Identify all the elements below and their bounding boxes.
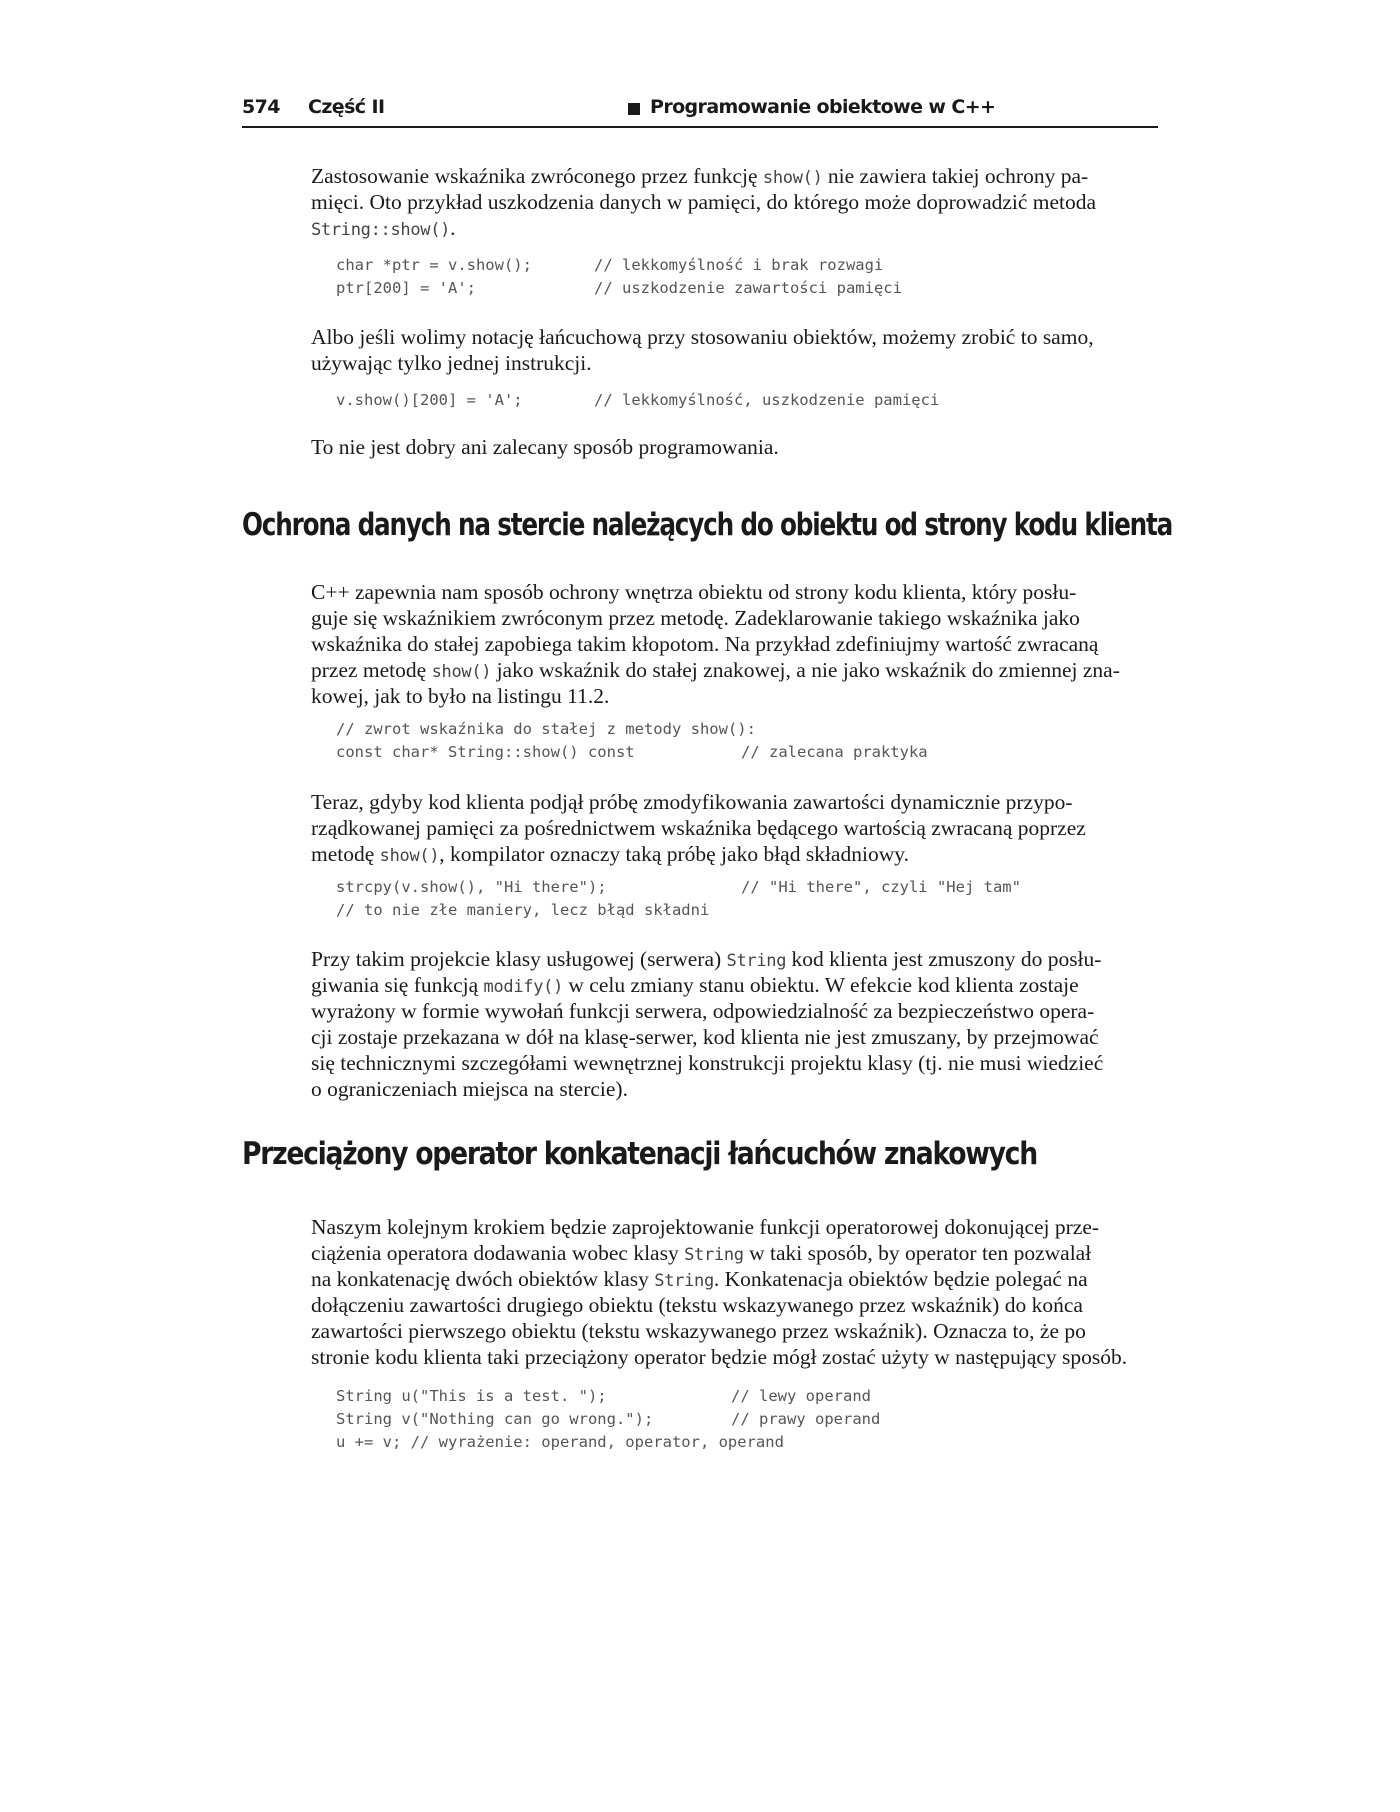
inline-code: String::show() <box>311 220 451 240</box>
running-head <box>242 92 1158 128</box>
text-line <box>311 1344 1158 1370</box>
text-run: metodę <box>311 842 380 866</box>
text-run: mięci. Oto przykład uszkodzenia danych w pamięci, do którego może doprowadzić metoda <box>311 190 1097 214</box>
text-run: na konkatenację dwóch obiektów klasy <box>311 1267 655 1291</box>
text-run: . Konkatenacja obiektów będzie polegać na <box>713 1267 1088 1291</box>
text-run: kowej, jak to było na listingu 11.2. <box>311 684 610 708</box>
paragraph <box>311 1214 1158 1370</box>
text-run: cji zostaje przekazana w dół na klasę-serwer, kod klienta nie jest zmuszany, by przejmować <box>311 1025 1099 1049</box>
text-run: Teraz, gdyby kod klienta podjął próbę zmodyfikowania zawartości dynamicznie przypo- <box>311 790 1073 814</box>
code-comment: // lekkomyślność i brak rozwagi <box>594 256 884 274</box>
text-run: używając tylko jednej instrukcji. <box>311 351 592 375</box>
text-line <box>311 789 1158 815</box>
paragraph <box>311 579 1158 709</box>
text-run: giwania się funkcją <box>311 973 484 997</box>
code-block <box>336 254 1136 300</box>
text-line <box>311 1024 1158 1050</box>
text-run: Zastosowanie wskaźnika zwróconego przez funkcję <box>311 164 763 188</box>
text-line <box>311 1318 1158 1344</box>
text-line <box>311 189 1158 215</box>
text-run: C++ zapewnia nam sposób ochrony wnętrza obiektu od strony kodu klienta, który posłu- <box>311 580 1077 604</box>
code-statement: // zwrot wskaźnika do stałej z metody show(): <box>336 720 756 738</box>
text-run: Naszym kolejnym krokiem będzie zaprojektowanie funkcji operatorowej dokonującej prze- <box>311 1215 1100 1239</box>
text-run: kod klienta jest zmuszony do posłu- <box>786 947 1102 971</box>
inline-code: show() <box>431 662 492 682</box>
code-statement: const char* String::show() const <box>336 743 635 761</box>
text-run: , kompilator oznaczy taką próbę jako błąd składniowy. <box>439 842 909 866</box>
text-line <box>311 657 1158 683</box>
section-heading: Ochrona danych na stercie należących do obiektu od strony kodu klienta <box>242 507 1173 543</box>
code-line <box>336 899 1136 922</box>
code-line <box>336 718 1136 741</box>
text-line <box>311 1076 1158 1102</box>
inline-code: modify() <box>483 977 564 997</box>
code-line <box>336 389 1136 412</box>
inline-code: show() <box>762 168 823 188</box>
text-line <box>311 434 1158 460</box>
text-line <box>311 1050 1158 1076</box>
text-line <box>311 946 1158 972</box>
text-line <box>311 605 1158 631</box>
text-run: guje się wskaźnikiem zwróconym przez metodę. Zadeklarowanie takiego wskaźnika jako <box>311 606 1080 630</box>
text-run: się technicznymi szczegółami wewnętrznej konstrukcji projektu klasy (tj. nie musi wiedzieć <box>311 1051 1104 1075</box>
code-comment: // prawy operand <box>731 1410 881 1428</box>
code-statement: String u("This is a test. "); <box>336 1387 607 1405</box>
page-number: 574 <box>242 96 280 118</box>
text-run: wskaźnika do stałej zapobiega takim kłopotom. Na przykład zdefiniujmy wartość zwracaną <box>311 632 1099 656</box>
text-line <box>311 1292 1158 1318</box>
code-line <box>336 1385 1136 1408</box>
text-run: wyrażony w formie wywołań funkcji serwera, odpowiedzialność za bezpieczeństwo opera- <box>311 999 1095 1023</box>
code-block <box>336 389 1136 412</box>
text-run: w celu zmiany stanu obiektu. W efekcie kod klienta zostaje <box>563 973 1079 997</box>
paragraph <box>311 434 1158 460</box>
text-run: o ograniczeniach miejsca na stercie). <box>311 1077 628 1101</box>
text-line <box>311 683 1158 709</box>
text-run: nie zawiera takiej ochrony pa- <box>822 164 1089 188</box>
part-label: Część II <box>308 96 385 118</box>
code-comment: // uszkodzenie zawartości pamięci <box>594 279 902 297</box>
paragraph <box>311 163 1158 241</box>
text-line <box>311 1240 1158 1266</box>
text-run: Albo jeśli wolimy notację łańcuchową przy stosowaniu obiektów, możemy zrobić to samo, <box>311 325 1094 349</box>
code-statement: v.show()[200] = 'A'; <box>336 391 523 409</box>
code-comment: // lekkomyślność, uszkodzenie pamięci <box>594 391 940 409</box>
inline-code: String <box>684 1245 744 1265</box>
text-run: ciążenia operatora dodawania wobec klasy <box>311 1241 685 1265</box>
text-line <box>311 1266 1158 1292</box>
code-block <box>336 1385 1136 1454</box>
text-run: w taki sposób, by operator ten pozwalał <box>743 1241 1092 1265</box>
code-statement: String v("Nothing can go wrong."); <box>336 1410 654 1428</box>
code-line <box>336 1431 1136 1454</box>
inline-code: String <box>654 1271 714 1291</box>
code-block <box>336 876 1136 922</box>
section-heading: Przeciążony operator konkatenacji łańcuchów znakowych <box>242 1136 1037 1172</box>
code-statement: char *ptr = v.show(); <box>336 256 532 274</box>
code-line <box>336 254 1136 277</box>
paragraph <box>311 324 1158 376</box>
code-statement: strcpy(v.show(), "Hi there"); <box>336 878 607 896</box>
code-line <box>336 876 1136 899</box>
code-statement: // to nie złe maniery, lecz błąd składni <box>336 901 710 919</box>
text-line <box>311 972 1158 998</box>
code-line <box>336 741 1136 764</box>
running-head-title: Programowanie obiektowe w C++ <box>650 96 996 118</box>
text-run: To nie jest dobry ani zalecany sposób programowania. <box>311 435 779 459</box>
code-line <box>336 1408 1136 1431</box>
text-line <box>311 579 1158 605</box>
text-run: . <box>450 216 456 240</box>
text-line <box>311 350 1158 376</box>
text-line <box>311 163 1158 189</box>
text-line <box>311 998 1158 1024</box>
code-block <box>336 718 1136 764</box>
text-run: zawartości pierwszego obiektu (tekstu wskazywanego przez wskaźnik). Oznacza to, że po <box>311 1319 1086 1343</box>
square-bullet-icon <box>628 103 640 115</box>
text-run: stronie kodu klienta taki przeciążony operator będzie mógł zostać użyty w następujący sposób. <box>311 1345 1128 1369</box>
text-line <box>311 815 1158 841</box>
inline-code: show() <box>379 846 440 866</box>
inline-code: String <box>726 951 787 971</box>
text-run: Przy takim projekcie klasy usługowej (serwera) <box>311 947 727 971</box>
text-line <box>311 324 1158 350</box>
code-comment: // "Hi there", czyli "Hej tam" <box>741 878 1021 896</box>
text-line <box>311 1214 1158 1240</box>
code-line <box>336 277 1136 300</box>
code-statement: ptr[200] = 'A'; <box>336 279 476 297</box>
text-run: rządkowanej pamięci za pośrednictwem wskaźnika będącego wartością zwracaną poprzez <box>311 816 1086 840</box>
text-line <box>311 215 1158 241</box>
paragraph <box>311 946 1158 1102</box>
text-run: dołączeniu zawartości drugiego obiektu (tekstu wskazywanego przez wskaźnik) do końca <box>311 1293 1083 1317</box>
text-line <box>311 631 1158 657</box>
paragraph <box>311 789 1158 867</box>
code-comment: // zalecana praktyka <box>741 743 928 761</box>
code-comment: // lewy operand <box>731 1387 871 1405</box>
text-run: przez metodę <box>311 658 432 682</box>
text-line <box>311 841 1158 867</box>
text-run: jako wskaźnik do stałej znakowej, a nie jako wskaźnik do zmiennej zna- <box>491 658 1120 682</box>
code-statement: u += v; // wyrażenie: operand, operator, operand <box>336 1433 784 1451</box>
